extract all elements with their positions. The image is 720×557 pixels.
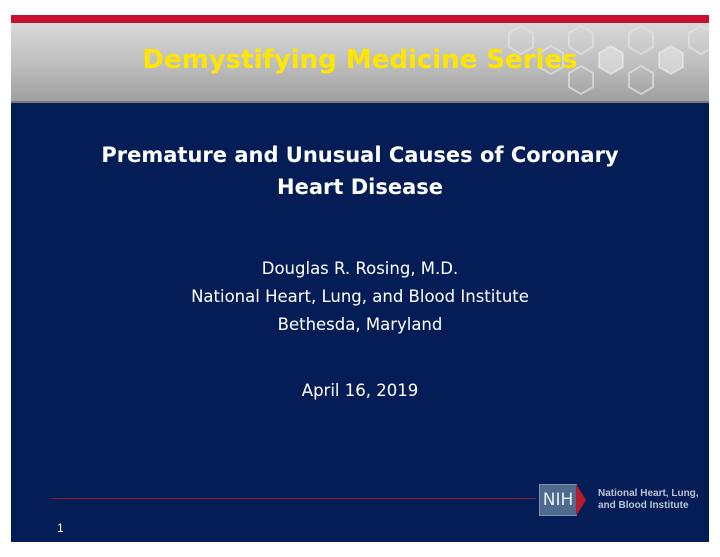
institute-name: [598, 488, 699, 512]
slide: [11, 15, 709, 542]
nih-logo: [539, 483, 699, 517]
institute-name-line2: and Blood Institute: [598, 500, 689, 511]
top-accent-bar: [11, 15, 709, 23]
content-panel: [11, 103, 709, 542]
lecture-title-line1: Premature and Unusual Causes of Coronary: [101, 143, 619, 167]
nih-logo-box: NIH: [539, 484, 577, 516]
institute-name-line1: National Heart, Lung,: [598, 488, 699, 499]
footer-divider: [51, 498, 536, 499]
institution-name: National Heart, Lung, and Blood Institute: [191, 287, 529, 306]
presentation-date: April 16, 2019: [301, 381, 419, 400]
series-title: Demystifying Medicine Series: [142, 45, 578, 75]
page-number: 1: [57, 521, 64, 535]
author-block: [11, 255, 709, 339]
author-name: Douglas R. Rosing, M.D.: [261, 259, 459, 278]
lecture-title-line2: Heart Disease: [277, 175, 443, 199]
lecture-title: [51, 139, 669, 203]
chevron-right-icon: [576, 484, 586, 516]
title-banner: [11, 23, 709, 101]
location: Bethesda, Maryland: [277, 315, 443, 334]
